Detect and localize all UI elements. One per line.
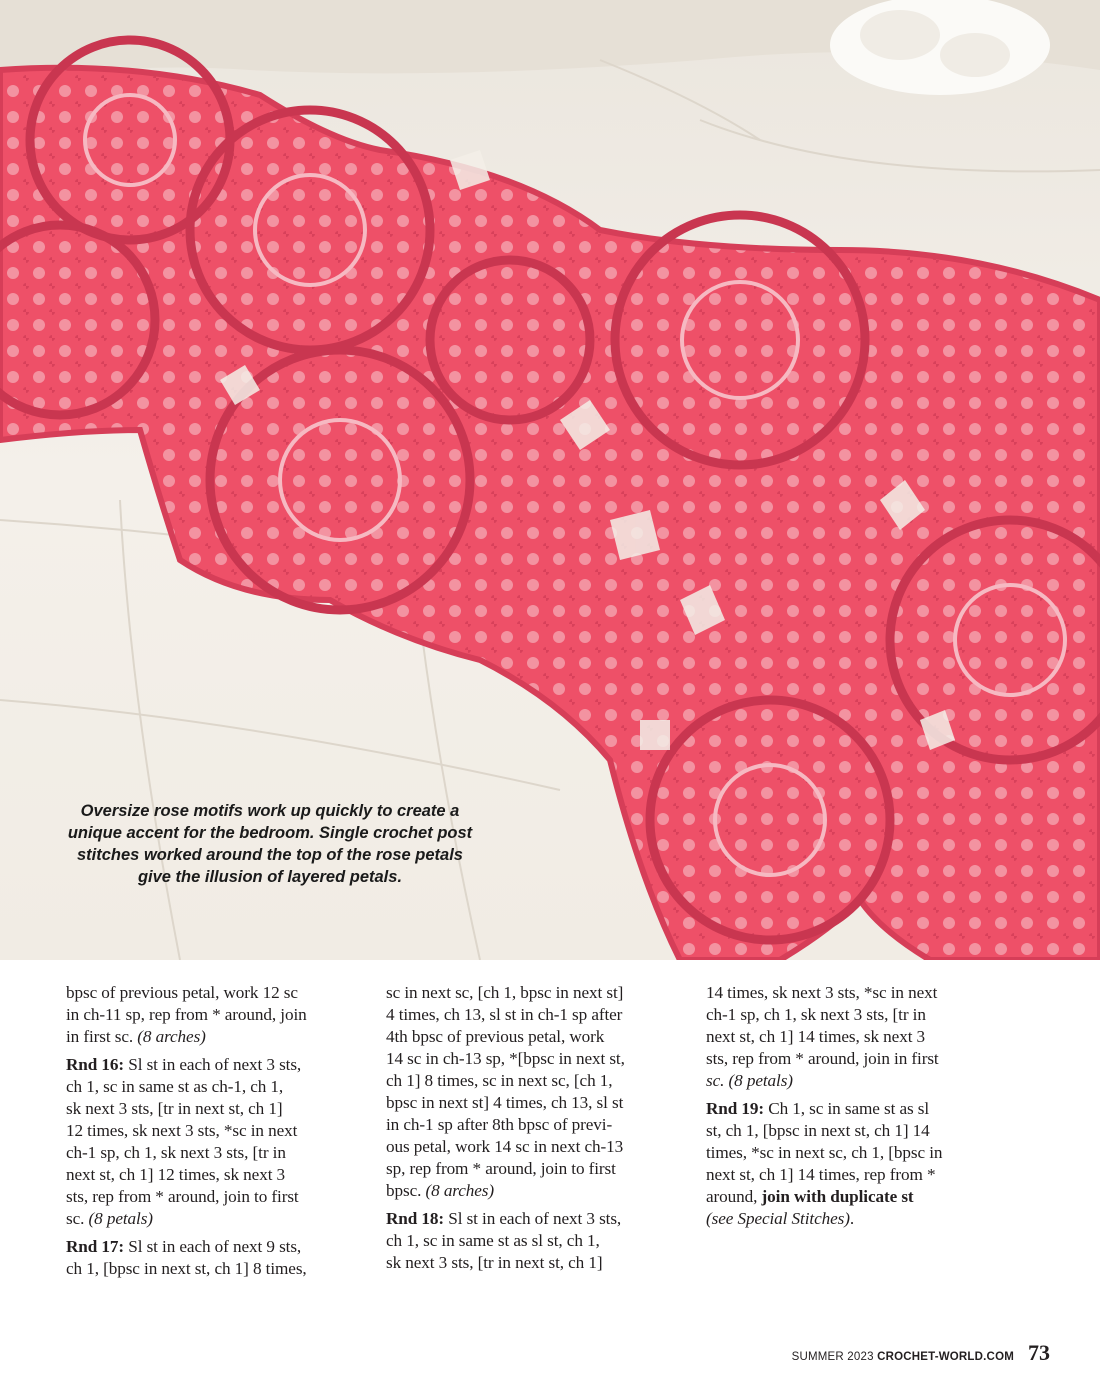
- caption-line: unique accent for the bedroom. Single crochet post: [67, 824, 473, 842]
- text-column-1: [66, 982, 366, 1286]
- text-line: [66, 1236, 366, 1258]
- text-line: sk next 3 sts, [tr in next st, ch 1]: [386, 1253, 603, 1272]
- text-line: in ch-11 sp, rep from * around, join: [66, 1005, 307, 1024]
- text-run: sc.: [66, 1209, 89, 1228]
- count-note: (8 arches): [137, 1027, 206, 1046]
- text-line: [386, 1180, 686, 1202]
- text-line: bpsc in next st] 4 times, ch 13, sl st: [386, 1093, 624, 1112]
- text-run: Ch 1, sc in same st as sl: [764, 1099, 930, 1118]
- text-line: [706, 1186, 1006, 1208]
- text-line: next st, ch 1] 12 times, sk next 3: [66, 1165, 286, 1184]
- text-line: 14 times, sk next 3 sts, *sc in next: [706, 983, 938, 1002]
- site-url: CROCHET-WORLD.COM: [877, 1351, 1014, 1363]
- text-run: Sl st in each of next 3 sts,: [444, 1209, 622, 1228]
- text-line: 4th bpsc of previous petal, work: [386, 1027, 605, 1046]
- text-line: sts, rep from * around, join in first: [706, 1049, 939, 1068]
- page-number: 73: [1028, 1340, 1050, 1365]
- page-footer: [792, 1340, 1050, 1368]
- text-line: next st, ch 1] 14 times, rep from *: [706, 1165, 936, 1184]
- paragraph: [706, 982, 1006, 1092]
- text-line: sc in next sc, [ch 1, bpsc in next st]: [386, 983, 624, 1002]
- text-line: bpsc of previous petal, work 12 sc: [66, 983, 298, 1002]
- text-run: Sl st in each of next 3 sts,: [124, 1055, 302, 1074]
- round-18: [386, 1208, 686, 1274]
- text-line: [706, 1098, 1006, 1120]
- issue-date: [792, 1351, 1014, 1363]
- text-line: in ch-1 sp after 8th bpsc of previ-: [386, 1115, 613, 1134]
- count-note: (8 arches): [425, 1181, 495, 1200]
- photo-caption: [60, 800, 480, 888]
- text-line: ch-1 sp, ch 1, sk next 3 sts, [tr in: [706, 1005, 926, 1024]
- emphasis-text: join with duplicate st: [761, 1187, 914, 1206]
- text-line: 12 times, sk next 3 sts, *sc in next: [66, 1121, 298, 1140]
- count-note: (8 petals): [88, 1209, 153, 1228]
- text-line: sk next 3 sts, [tr in next st, ch 1]: [66, 1099, 283, 1118]
- round-17: [66, 1236, 366, 1280]
- text-run: bpsc.: [386, 1181, 426, 1200]
- text-line: [386, 1208, 686, 1230]
- text-column-3: [706, 982, 1006, 1236]
- round-label: Rnd 16:: [66, 1055, 125, 1074]
- text-line: ch 1, sc in same st as sl st, ch 1,: [386, 1231, 600, 1250]
- text-line: ch-1 sp, ch 1, sk next 3 sts, [tr in: [66, 1143, 286, 1162]
- round-16: [66, 1054, 366, 1230]
- caption-line: Oversize rose motifs work up quickly to create a: [80, 802, 460, 820]
- text-line: ch 1, [bpsc in next st, ch 1] 8 times,: [66, 1259, 307, 1278]
- text-run: around,: [706, 1187, 762, 1206]
- paragraph: [386, 982, 686, 1202]
- text-line: sts, rep from * around, join to first: [66, 1187, 299, 1206]
- caption-line: give the illusion of layered petals.: [137, 868, 403, 886]
- round-label: Rnd 17:: [66, 1237, 125, 1256]
- cross-reference: (see Special Stitches): [706, 1209, 850, 1228]
- text-run: Sl st in each of next 9 sts,: [124, 1237, 302, 1256]
- text-line: st, ch 1, [bpsc in next st, ch 1] 14: [706, 1121, 930, 1140]
- text-line: next st, ch 1] 14 times, sk next 3: [706, 1027, 926, 1046]
- text-line: 4 times, ch 13, sl st in ch-1 sp after: [386, 1005, 623, 1024]
- text-line: ous petal, work 14 sc in next ch-13: [386, 1137, 624, 1156]
- text-run: in first sc.: [66, 1027, 138, 1046]
- text-column-2: [386, 982, 686, 1280]
- text-line: [66, 1054, 366, 1076]
- text-line: [66, 1208, 366, 1230]
- round-label: Rnd 18:: [386, 1209, 445, 1228]
- text-line: [706, 1208, 1006, 1230]
- round-19: [706, 1098, 1006, 1230]
- text-line: ch 1, sc in same st as ch-1, ch 1,: [66, 1077, 284, 1096]
- text-line: sp, rep from * around, join to first: [386, 1159, 616, 1178]
- issue-label: SUMMER 2023: [791, 1351, 874, 1363]
- round-label: Rnd 19:: [706, 1099, 765, 1118]
- text-line: ch 1] 8 times, sc in next sc, [ch 1,: [386, 1071, 613, 1090]
- paragraph: [66, 982, 366, 1048]
- count-note: sc. (8 petals): [706, 1071, 793, 1090]
- text-line: 14 sc in ch-13 sp, *[bpsc in next st,: [386, 1049, 625, 1068]
- caption-line: stitches worked around the top of the rose petals: [77, 846, 463, 864]
- text-line: [66, 1026, 366, 1048]
- text-line: times, *sc in next sc, ch 1, [bpsc in: [706, 1143, 943, 1162]
- text-run: .: [849, 1209, 855, 1228]
